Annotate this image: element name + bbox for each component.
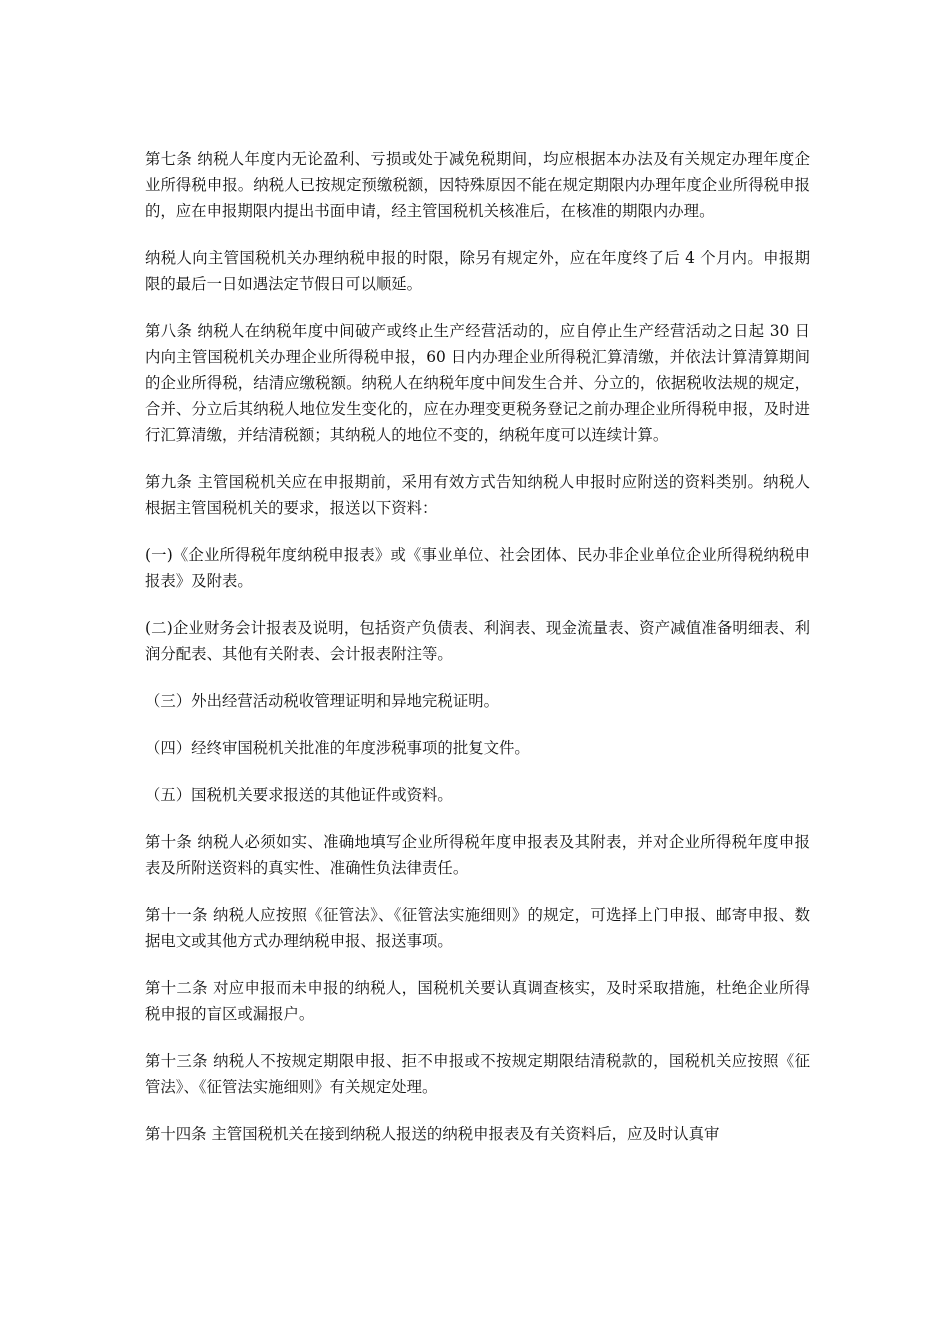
paragraph-article-8: 第八条 纳税人在纳税年度中间破产或终止生产经营活动的，应自停止生产经营活动之日起 30 日内向主管国税机关办理企业所得税申报，60 日内办理企业所得税汇算清缴，并依法计算清算期间的企业所得税，结清应缴税额。纳税人在纳税年度中间发生合并、分立的，依据税收法规的规定，合并、分立后其纳税人地位发生变化的，应在办理变更税务登记之前办理企业所得税申报，及时进行汇算清缴，并结清税额；其纳税人的地位不变的，纳税年度可以连续计算。 — [145, 322, 810, 444]
document-body — [145, 146, 810, 1168]
paragraph-article-9: 第九条 主管国税机关应在申报期前，采用有效方式告知纳税人申报时应附送的资料类别。纳税人根据主管国税机关的要求，报送以下资料： — [145, 473, 810, 517]
paragraph-item-5: （五）国税机关要求报送的其他证件或资料。 — [145, 786, 453, 804]
paragraph-article-13: 第十三条 纳税人不按规定期限申报、拒不申报或不按规定期限结清税款的，国税机关应按照《征管法》、《征管法实施细则》有关规定处理。 — [145, 1052, 810, 1096]
paragraph-article-7: 第七条 纳税人年度内无论盈利、亏损或处于减免税期间，均应根据本办法及有关规定办理年度企业所得税申报。纳税人已按规定预缴税额，因特殊原因不能在规定期限内办理年度企业所得税申报的，应在申报期限内提出书面申请，经主管国税机关核准后，在核准的期限内办理。 — [145, 150, 810, 220]
paragraph-item-2: (二)企业财务会计报表及说明，包括资产负债表、利润表、现金流量表、资产减值准备明细表、利润分配表、其他有关附表、会计报表附注等。 — [145, 619, 810, 663]
paragraph-filing-deadline: 纳税人向主管国税机关办理纳税申报的时限，除另有规定外，应在年度终了后 4 个月内。申报期限的最后一日如遇法定节假日可以顺延。 — [145, 249, 810, 293]
paragraph-article-14: 第十四条 主管国税机关在接到纳税人报送的纳税申报表及有关资料后，应及时认真审 — [145, 1125, 720, 1143]
paragraph-item-3: （三）外出经营活动税收管理证明和异地完税证明。 — [145, 692, 499, 710]
paragraph-article-11: 第十一条 纳税人应按照《征管法》、《征管法实施细则》的规定，可选择上门申报、邮寄申报、数据电文或其他方式办理纳税申报、报送事项。 — [145, 906, 810, 950]
paragraph-item-1: (一)《企业所得税年度纳税申报表》或《事业单位、社会团体、民办非企业单位企业所得税纳税申报表》及附表。 — [145, 546, 810, 590]
paragraph-item-4: （四）经终审国税机关批准的年度涉税事项的批复文件。 — [145, 739, 530, 757]
paragraph-article-12: 第十二条 对应申报而未申报的纳税人，国税机关要认真调查核实，及时采取措施，杜绝企业所得税申报的盲区或漏报户。 — [145, 979, 810, 1023]
paragraph-article-10: 第十条 纳税人必须如实、准确地填写企业所得税年度申报表及其附表，并对企业所得税年度申报表及所附送资料的真实性、准确性负法律责任。 — [145, 833, 810, 877]
